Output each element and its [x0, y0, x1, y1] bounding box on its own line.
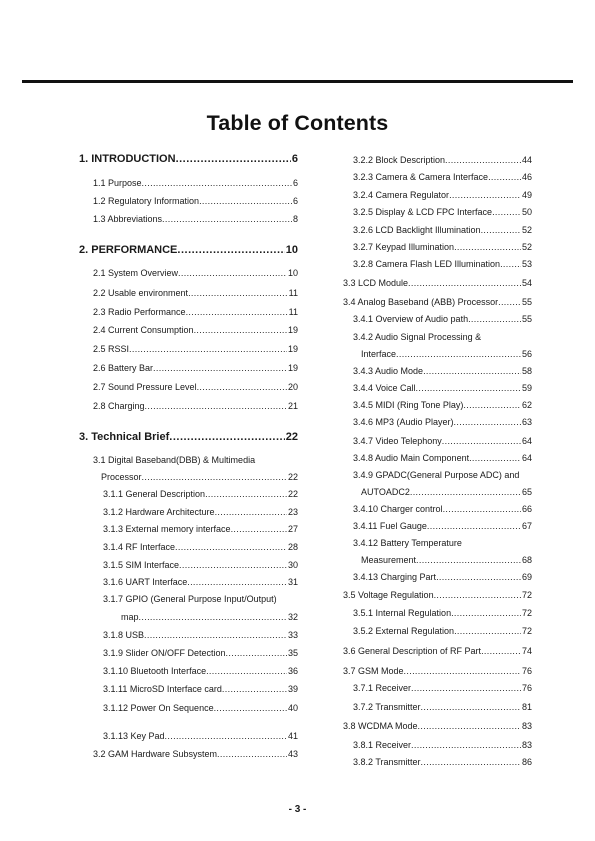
toc-entry-label: 3.1.10 Bluetooth Interface — [103, 666, 207, 676]
toc-entry-page: 23 — [287, 507, 298, 517]
dot-leader — [215, 507, 287, 518]
toc-entry-label: 3.2.4 Camera Regulator — [353, 190, 450, 200]
toc-entry-label: 3.4.13 Charging Part — [353, 572, 437, 582]
toc-entry[interactable] — [103, 489, 298, 500]
toc-entry[interactable] — [103, 666, 298, 677]
toc-entry[interactable] — [353, 383, 532, 394]
toc-entry-label: 2.5 RSSI — [93, 344, 130, 354]
toc-entry[interactable] — [353, 172, 532, 183]
dot-leader — [139, 612, 287, 623]
toc-entry-continued[interactable]: 3.4.12 Battery Temperature — [353, 538, 462, 548]
toc-entry-page: 33 — [287, 630, 298, 640]
toc-entry-label: 3.4.10 Charger control — [353, 504, 443, 514]
toc-entry-page: 53 — [521, 259, 532, 269]
toc-entry-label: 3.4.6 MP3 (Audio Player) — [353, 417, 454, 427]
toc-entry[interactable] — [353, 314, 532, 325]
toc-entry[interactable] — [353, 572, 532, 583]
toc-entry[interactable] — [361, 349, 532, 360]
toc-entry[interactable] — [353, 242, 532, 253]
toc-entry-page: 58 — [521, 366, 532, 376]
dot-leader — [436, 572, 521, 583]
dot-leader — [411, 740, 521, 751]
toc-entry-label: 3.4.5 MIDI (Ring Tone Play) — [353, 400, 464, 410]
dot-leader — [492, 207, 521, 218]
toc-entry-label: 2.7 Sound Pressure Level — [93, 382, 197, 392]
toc-entry-page: 72 — [521, 590, 532, 600]
toc-entry-label: 2.8 Charging — [93, 401, 145, 411]
toc-entry[interactable] — [103, 731, 298, 742]
toc-entry-label: 3.3 LCD Module — [343, 278, 409, 288]
dot-leader — [404, 666, 521, 677]
dot-leader — [179, 560, 287, 571]
dot-leader — [206, 666, 287, 677]
toc-entry-page: 69 — [521, 572, 532, 582]
dot-leader — [226, 648, 287, 659]
dot-leader — [421, 702, 521, 713]
dot-leader — [445, 155, 521, 166]
toc-entry-page: 76 — [521, 666, 532, 676]
toc-entry-page: 8 — [292, 214, 298, 224]
toc-entry-label: 3.5.2 External Regulation — [353, 626, 455, 636]
dot-leader — [423, 366, 521, 377]
toc-entry[interactable] — [103, 542, 298, 553]
dot-leader — [142, 178, 292, 189]
toc-entry-label: 3.4.7 Video Telephony — [353, 436, 442, 446]
top-rule — [22, 80, 573, 83]
toc-entry-page: 20 — [287, 382, 298, 392]
toc-entry-page: 6 — [292, 196, 298, 206]
dot-leader — [145, 401, 287, 412]
dot-leader — [188, 288, 288, 299]
toc-entry[interactable] — [353, 453, 532, 464]
dot-leader — [434, 590, 521, 601]
toc-entry-label: 3. Technical Brief — [79, 431, 170, 443]
toc-entry-page: 83 — [521, 721, 532, 731]
dot-leader — [175, 542, 287, 553]
dot-leader — [481, 225, 521, 236]
toc-entry-label: 3.4.3 Audio Mode — [353, 366, 424, 376]
toc-entry-page: 11 — [288, 288, 298, 298]
toc-entry[interactable] — [103, 507, 298, 518]
toc-entry-label: 3.1.9 Slider ON/OFF Detection — [103, 648, 226, 658]
dot-leader — [488, 172, 521, 183]
toc-entry-label: 3.6 General Description of RF Part — [343, 646, 482, 656]
toc-entry-page: 55 — [521, 314, 532, 324]
toc-entry-label: 3.4.1 Overview of Audio path — [353, 314, 469, 324]
dot-leader — [176, 153, 291, 166]
toc-entry[interactable] — [343, 590, 532, 601]
toc-entry-label: 2.6 Battery Bar — [93, 363, 154, 373]
toc-entry-label: 3.2.8 Camera Flash LED Illumination — [353, 259, 501, 269]
toc-entry-page: 10 — [287, 268, 298, 278]
dot-leader — [194, 325, 287, 336]
toc-entry[interactable] — [93, 325, 298, 336]
dot-leader — [468, 314, 521, 325]
toc-entry-page: 50 — [521, 207, 532, 217]
dot-leader — [177, 244, 284, 257]
dot-leader — [498, 297, 521, 308]
dot-leader — [205, 489, 287, 500]
toc-entry-label: 2.4 Current Consumption — [93, 325, 194, 335]
toc-entry-label: 3.8.1 Receiver — [353, 740, 412, 750]
dot-leader — [396, 349, 521, 360]
dot-leader — [442, 436, 521, 447]
toc-entry-page: 62 — [521, 400, 532, 410]
toc-entry[interactable] — [101, 472, 298, 483]
toc-entry-page: 83 — [521, 740, 532, 750]
toc-entry-page: 27 — [287, 524, 298, 534]
toc-entry-label: 3.5.1 Internal Regulation — [353, 608, 452, 618]
toc-entry-page: 44 — [521, 155, 532, 165]
toc-entry-page: 40 — [287, 703, 298, 713]
toc-entry-page: 86 — [521, 757, 532, 767]
toc-entry-page: 74 — [521, 646, 532, 656]
toc-entry-continued[interactable]: 3.4.2 Audio Signal Processing & — [353, 332, 482, 342]
toc-entry-page: 81 — [521, 702, 532, 712]
toc-entry-page: 43 — [287, 749, 298, 759]
toc-entry-page: 22 — [287, 489, 298, 499]
toc-entry-page: 56 — [521, 349, 532, 359]
dot-leader — [187, 577, 287, 588]
dot-leader — [481, 646, 521, 657]
toc-entry[interactable] — [93, 382, 298, 393]
dot-leader — [410, 487, 521, 498]
dot-leader — [500, 259, 521, 270]
toc-entry-page: 76 — [521, 683, 532, 693]
dot-leader — [153, 363, 287, 374]
dot-leader — [454, 417, 521, 428]
dot-leader — [217, 749, 287, 760]
dot-leader — [421, 757, 521, 768]
toc-entry-page: 19 — [287, 325, 298, 335]
toc-entry-label: 3.7.2 Transmitter — [353, 702, 421, 712]
toc-entry[interactable] — [361, 487, 532, 498]
toc-entry-page: 63 — [521, 417, 532, 427]
toc-entry[interactable] — [353, 417, 532, 428]
toc-entry-page: 6 — [292, 178, 298, 188]
toc-entry-page: 67 — [521, 521, 532, 531]
toc-entry-page: 19 — [287, 344, 298, 354]
toc-entry-continued[interactable]: 3.1 Digital Baseband(DBB) & Multimedia — [93, 455, 256, 465]
toc-entry[interactable] — [103, 524, 298, 535]
page-title: Table of Contents — [206, 111, 389, 135]
toc-entry-page: 64 — [521, 453, 532, 463]
toc-entry[interactable] — [353, 155, 532, 166]
toc-entry-label: Processor — [101, 472, 142, 482]
toc-entry[interactable] — [353, 225, 532, 236]
toc-entry-label: 3.4 Analog Baseband (ABB) Processor — [343, 297, 499, 307]
toc-entry-label: 3.1.6 UART Interface — [103, 577, 188, 587]
toc-entry-page: 22 — [287, 472, 298, 482]
toc-entry-page: 41 — [287, 731, 298, 741]
toc-entry-label: 3.1.2 Hardware Architecture — [103, 507, 215, 517]
toc-entry[interactable] — [93, 288, 298, 299]
dot-leader — [165, 731, 287, 742]
toc-entry[interactable] — [93, 196, 298, 207]
toc-entry-label: 3.1.1 General Description — [103, 489, 206, 499]
toc-entry-page: 11 — [288, 307, 298, 317]
toc-entry[interactable] — [353, 259, 532, 270]
toc-entry[interactable] — [353, 366, 532, 377]
dot-leader — [231, 524, 287, 535]
toc-entry-label: 2.2 Usable environment — [93, 288, 189, 298]
toc-entry-label: 3.2.7 Keypad Illumination — [353, 242, 455, 252]
toc-entry-page: 64 — [521, 436, 532, 446]
toc-entry[interactable] — [103, 630, 298, 641]
toc-entry-page: 72 — [521, 626, 532, 636]
toc-entry-page: 21 — [287, 401, 298, 411]
toc-entry-label: 3.1.8 USB — [103, 630, 145, 640]
toc-entry-page: 59 — [521, 383, 532, 393]
toc-entry-page: 30 — [287, 560, 298, 570]
dot-leader — [469, 453, 521, 464]
dot-leader — [222, 684, 287, 695]
toc-entry-page: 10 — [285, 244, 298, 256]
toc-entry-label: 3.8.2 Transmitter — [353, 757, 421, 767]
toc-entry[interactable] — [353, 207, 532, 218]
toc-entry-label: 3.1.3 External memory interface — [103, 524, 231, 534]
toc-entry-label: 2.3 Radio Performance — [93, 307, 186, 317]
toc-entry-continued[interactable]: 3.4.9 GPADC(General Purpose ADC) and — [353, 470, 520, 480]
toc-entry[interactable] — [103, 577, 298, 588]
toc-entry[interactable] — [353, 190, 532, 201]
toc-entry-page: 46 — [521, 172, 532, 182]
toc-entry[interactable] — [93, 214, 298, 225]
toc-entry[interactable] — [103, 560, 298, 571]
toc-entry-label: 3.1.5 SIM Interface — [103, 560, 180, 570]
toc-entry-label: Measurement — [361, 555, 417, 565]
toc-entry[interactable] — [343, 646, 532, 657]
dot-leader — [129, 344, 287, 355]
dot-leader — [443, 504, 521, 515]
toc-entry[interactable] — [353, 521, 532, 532]
toc-entry-page: 72 — [521, 608, 532, 618]
toc-entry-label: map — [121, 612, 139, 622]
toc-entry[interactable] — [353, 608, 532, 619]
toc-entry-page: 36 — [287, 666, 298, 676]
toc-entry-label: 3.4.11 Fuel Gauge — [353, 521, 427, 531]
toc-entry[interactable] — [93, 401, 298, 412]
dot-leader — [186, 307, 288, 318]
toc-entry[interactable] — [93, 307, 298, 318]
toc-entry-page: 65 — [521, 487, 532, 497]
toc-entry-page: 32 — [287, 612, 298, 622]
toc-entry-label: 3.7 GSM Mode — [343, 666, 404, 676]
toc-entry-page: 66 — [521, 504, 532, 514]
toc-entry-label: 3.1.11 MicroSD Interface card — [103, 684, 222, 694]
toc-entry-page: 35 — [287, 648, 298, 658]
toc-entry-page: 55 — [521, 297, 532, 307]
toc-entry-label: 2. PERFORMANCE — [79, 244, 178, 256]
toc-entry-label: 1.1 Purpose — [93, 178, 142, 188]
toc-entry[interactable] — [353, 702, 532, 713]
toc-entry-page: 39 — [287, 684, 298, 694]
toc-entry[interactable] — [343, 666, 532, 677]
toc-entry[interactable] — [93, 749, 298, 760]
dot-leader — [454, 626, 521, 637]
dot-leader — [162, 214, 292, 225]
toc-entry[interactable] — [103, 684, 298, 695]
toc-entry-page: 6 — [291, 153, 298, 165]
dot-leader — [199, 196, 292, 207]
toc-entry[interactable] — [353, 400, 532, 411]
toc-section-heading[interactable] — [79, 244, 298, 257]
dot-leader — [451, 608, 521, 619]
toc-entry-label: 3.2.3 Camera & Camera Interface — [353, 172, 489, 182]
dot-leader — [418, 721, 521, 732]
toc-entry[interactable] — [353, 740, 532, 751]
toc-entry-label: 3.4.4 Voice Call — [353, 383, 416, 393]
toc-entry-page: 68 — [521, 555, 532, 565]
toc-entry[interactable] — [353, 504, 532, 515]
toc-entry[interactable] — [353, 436, 532, 447]
dot-leader — [416, 383, 521, 394]
toc-entry[interactable] — [343, 297, 532, 308]
dot-leader — [142, 472, 287, 483]
toc-entry-label: Interface — [361, 349, 397, 359]
page-number: - 3 - — [288, 804, 307, 815]
toc-entry[interactable] — [93, 178, 298, 189]
toc-entry-label: 3.1.13 Key Pad — [103, 731, 165, 741]
toc-entry[interactable] — [103, 648, 298, 659]
toc-entry-label: 1.3 Abbreviations — [93, 214, 163, 224]
toc-entry-label: 3.2 GAM Hardware Subsystem — [93, 749, 218, 759]
toc-section-heading[interactable] — [79, 431, 298, 444]
toc-entry-page: 28 — [287, 542, 298, 552]
toc-entry-continued[interactable]: 3.1.7 GPIO (General Purpose Input/Output) — [103, 594, 277, 604]
toc-entry[interactable] — [353, 757, 532, 768]
dot-leader — [197, 382, 287, 393]
toc-entry[interactable] — [353, 626, 532, 637]
toc-entry-label: 1. INTRODUCTION — [79, 153, 176, 165]
toc-entry[interactable] — [343, 278, 532, 289]
dot-leader — [169, 431, 284, 444]
toc-entry-page: 19 — [287, 363, 298, 373]
toc-entry[interactable] — [93, 363, 298, 374]
toc-entry-label: 3.2.6 LCD Backlight Illumination — [353, 225, 481, 235]
toc-entry-page: 52 — [521, 225, 532, 235]
dot-leader — [144, 630, 287, 641]
dot-leader — [408, 278, 521, 289]
toc-entry-label: 3.2.5 Display & LCD FPC Interface — [353, 207, 493, 217]
dot-leader — [463, 400, 521, 411]
toc-entry[interactable] — [343, 721, 532, 732]
dot-leader — [454, 242, 521, 253]
toc-entry[interactable] — [353, 683, 532, 694]
toc-entry[interactable] — [93, 268, 298, 279]
toc-entry-page: 22 — [285, 431, 298, 443]
dot-leader — [427, 521, 521, 532]
toc-entry-label: 3.8 WCDMA Mode — [343, 721, 418, 731]
toc-entry-label: 3.2.2 Block Description — [353, 155, 446, 165]
toc-entry-label: 3.1.12 Power On Sequence — [103, 703, 214, 713]
toc-entry[interactable] — [93, 344, 298, 355]
toc-entry-label: 3.4.8 Audio Main Component — [353, 453, 470, 463]
dot-leader — [416, 555, 521, 566]
toc-entry[interactable] — [103, 703, 298, 714]
toc-entry-label: 1.2 Regulatory Information — [93, 196, 200, 206]
toc-entry-label: 3.7.1 Receiver — [353, 683, 412, 693]
toc-entry-label: AUTOADC2 — [361, 487, 410, 497]
toc-entry-page: 54 — [521, 278, 532, 288]
toc-entry-page: 31 — [287, 577, 298, 587]
toc-entry-label: 2.1 System Overview — [93, 268, 179, 278]
dot-leader — [214, 703, 287, 714]
toc-entry-label: 3.1.4 RF Interface — [103, 542, 176, 552]
dot-leader — [411, 683, 521, 694]
toc-entry[interactable] — [121, 612, 298, 623]
toc-entry-page: 49 — [521, 190, 532, 200]
toc-entry-page: 52 — [521, 242, 532, 252]
toc-entry-label: 3.5 Voltage Regulation — [343, 590, 434, 600]
dot-leader — [449, 190, 521, 201]
toc-entry[interactable] — [361, 555, 532, 566]
dot-leader — [178, 268, 287, 279]
toc-section-heading[interactable] — [79, 153, 298, 166]
